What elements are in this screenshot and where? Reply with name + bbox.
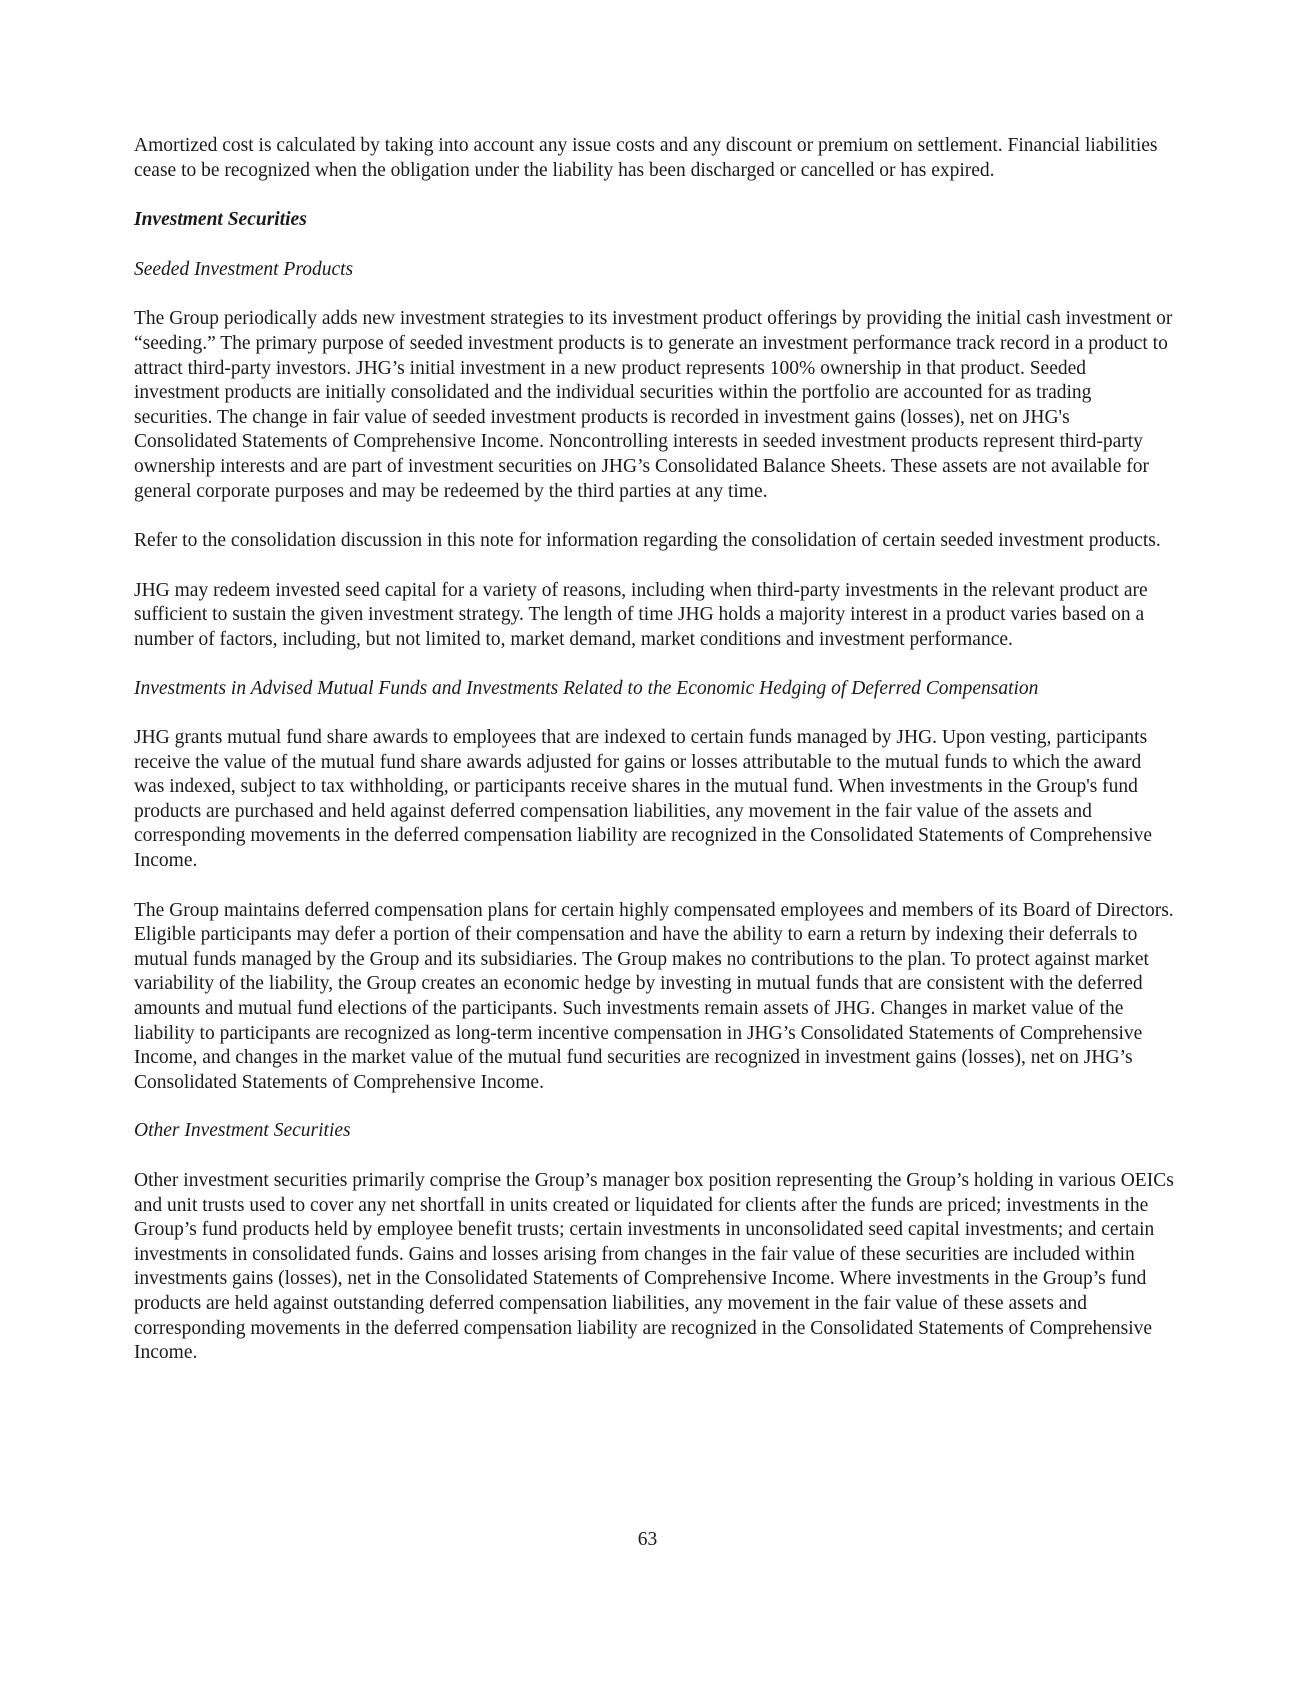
subheading-seeded-investment-products: Seeded Investment Products <box>134 258 354 280</box>
paragraph-other-investment-securities: Other investment securities primarily comprise the Group’s manager box position representing the Group’s holding in various OEICs and unit trusts used to cover any net shortfall in units created or liquidated for clients after the funds are priced; investments in the Group’s fund products held by employee benefit trusts; certain investments in unconsolidated seed capital investments; and certain investments in consolidated funds. Gains and losses arising from changes in the fair value of these securities are included within investments gains (losses), net in the Consolidated Statements of Comprehensive Income. Where investments in the Group’s fund products are held against outstanding deferred compensation liabilities, any movement in the fair value of these assets and corresponding movements in the deferred compensation liability are recognized in the Consolidated Statements of Comprehensive Income. <box>134 1170 1174 1364</box>
paragraph-consolidation-reference: Refer to the consolidation discussion in this note for information regarding the consolidation of certain seeded investment products. <box>134 530 1161 552</box>
page-number: 63 <box>637 1529 658 1550</box>
paragraph-seed-capital-redemption: JHG may redeem invested seed capital for a variety of reasons, including when third-party investments in the relevant product are sufficient to sustain the given investment strategy. The length of time JHG holds a majority interest in a product varies based on a number of factors, including, but not limited to, market demand, market conditions and investment performance. <box>134 579 1148 650</box>
paragraph-seeded-products: The Group periodically adds new investment strategies to its investment product offerings by providing the initial cash investment or “seeding.” The primary purpose of seeded investment products is to generate an investment performance track record in a product to attract third-party investors. JHG’s initial investment in a new product represents 100% ownership in that product. Seeded investment products are initially consolidated and the individual securities within the portfolio are accounted for as trading securities. The change in fair value of seeded investment products is recorded in investment gains (losses), net on JHG's Consolidated Statements of Comprehensive Income. Noncontrolling interests in seeded investment products represent third-party ownership interests and are part of investment securities on JHG’s Consolidated Balance Sheets. These assets are not available for general corporate purposes and may be redeemed by the third parties at any time. <box>134 308 1173 502</box>
paragraph-mutual-fund-share-awards: JHG grants mutual fund share awards to employees that are indexed to certain funds managed by JHG. Upon vesting, participants receive the value of the mutual fund share awards adjusted for gains or losses attributable to the mutual funds to which the award was indexed, subject to tax withholding, or participants receive shares in the mutual fund. When investments in the Group's fund products are purchased and held against deferred compensation liabilities, any movement in the fair value of the assets and corresponding movements in the deferred compensation liability are recognized in the Consolidated Statements of Comprehensive Income. <box>134 727 1153 872</box>
subheading-advised-mutual-funds: Investments in Advised Mutual Funds and Investments Related to the Economic Hedging of Deferred Compensation <box>134 677 1039 699</box>
document-page <box>134 134 1174 1366</box>
subheading-other-investment-securities: Other Investment Securities <box>134 1120 351 1142</box>
paragraph-deferred-compensation-plans: The Group maintains deferred compensation plans for certain highly compensated employees and members of its Board of Directors. Eligible participants may defer a portion of their compensation and have the ability to earn a return by indexing their deferrals to mutual funds managed by the Group and its subsidiaries. The Group makes no contributions to the plan. To protect against market variability of the liability, the Group creates an economic hedge by investing in mutual funds that are consistent with the deferred amounts and mutual fund elections of the participants. Such investments remain assets of JHG. Changes in market value of the liability to participants are recognized as long-term incentive compensation in JHG’s Consolidated Statements of Comprehensive Income, and changes in the market value of the mutual fund securities are recognized in investment gains (losses), net on JHG’s Consolidated Statements of Comprehensive Income. <box>134 899 1174 1093</box>
paragraph-amortized-cost: Amortized cost is calculated by taking into account any issue costs and any discount or premium on settlement. Financial liabilities cease to be recognized when the obligation under the liability has been discharged or cancelled or has expired. <box>134 135 1158 181</box>
heading-investment-securities: Investment Securities <box>134 209 307 231</box>
